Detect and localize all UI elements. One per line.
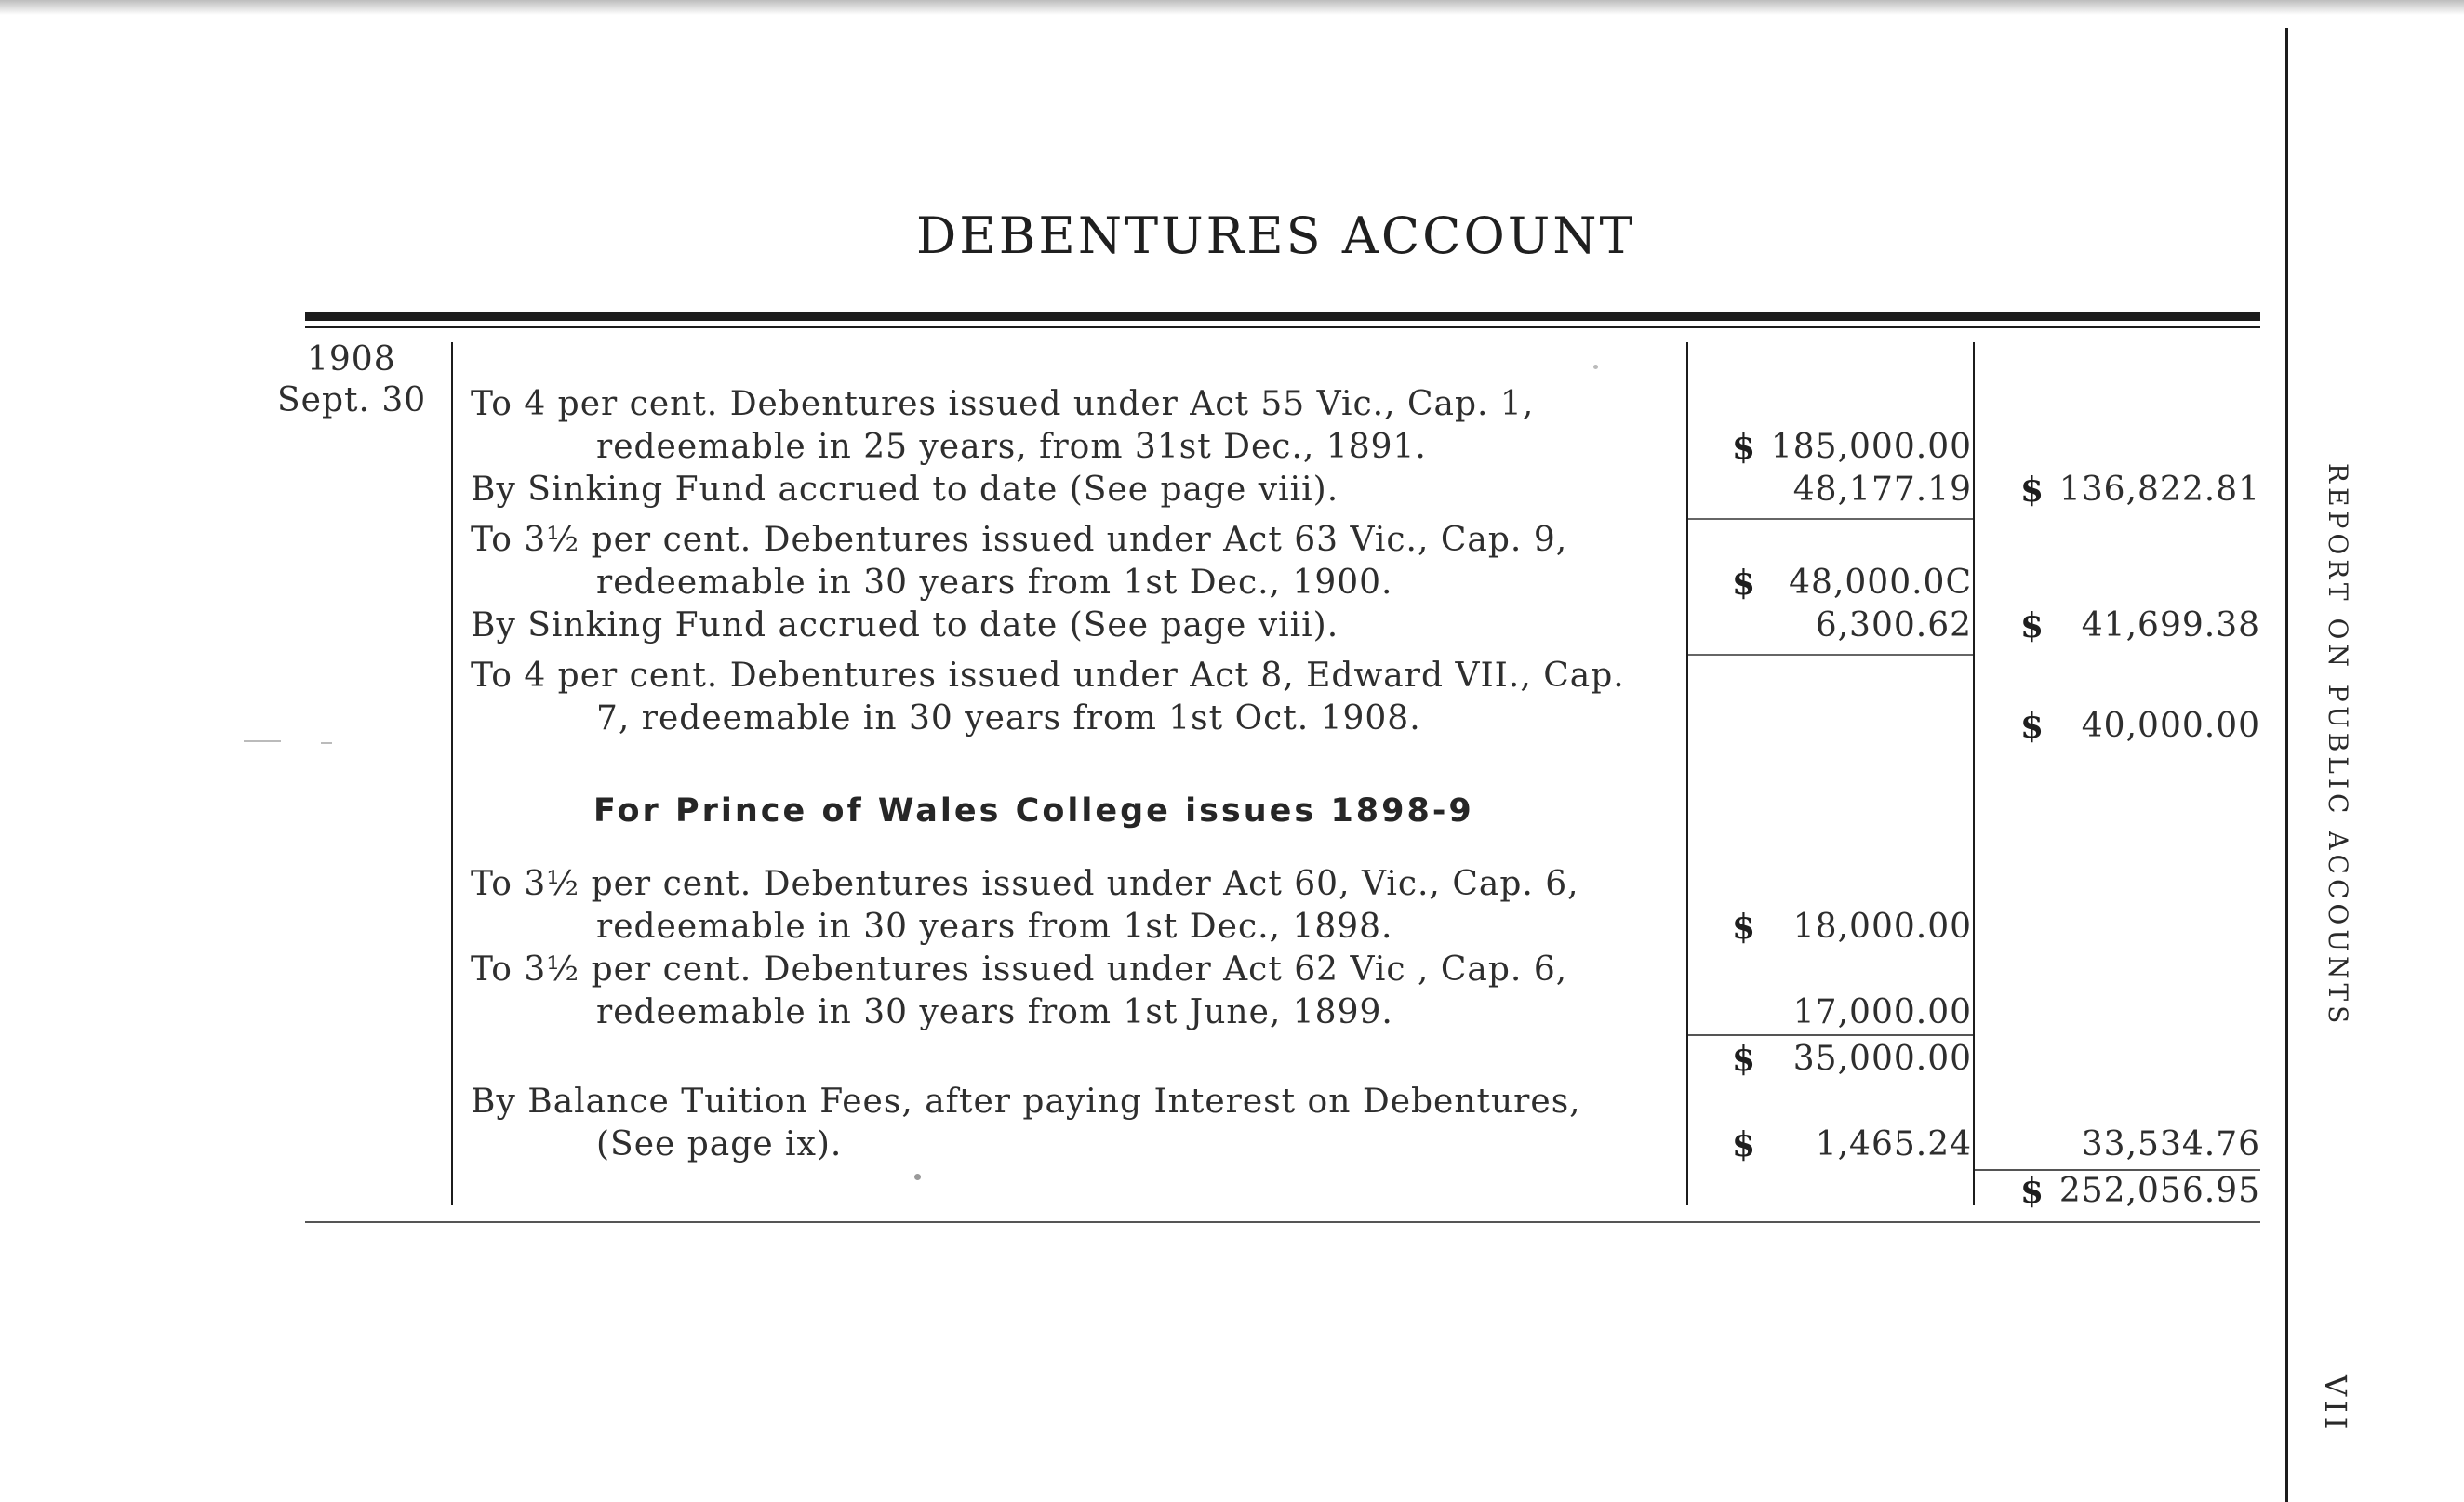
entry-5-line-2: 7, redeemable in 30 years from 1st Oct. 1908. [596, 699, 1421, 738]
margin-rule [2285, 28, 2288, 1502]
entry-2-net-dollar: $ [2020, 471, 2044, 510]
entry-4-net-dollar: $ [2020, 606, 2044, 645]
date-day: Sept. 30 [277, 381, 427, 419]
entry-4-line-1: By Sinking Fund accrued to date (See page viii). [471, 606, 1339, 645]
subtotal-dollar: $ [1732, 1040, 1756, 1079]
side-heading [2316, 463, 2353, 1029]
entry-3-line-1: To 3½ per cent. Debentures issued under Act 63 Vic., Cap. 9, [471, 521, 1568, 559]
date-column-rule [451, 342, 453, 1205]
date-year: 1908 [307, 340, 396, 379]
subtotal-amount: 35,000.00 [1792, 1040, 1972, 1078]
entry-5-line-1: To 4 per cent. Debentures issued under Act 8, Edward VII., Cap. [471, 657, 1625, 695]
entry-6-dollar: $ [1732, 908, 1756, 947]
page-title: DEBENTURES ACCOUNT [916, 206, 1636, 265]
entry-1-amount: 185,000.00 [1770, 428, 1972, 466]
page-number [2316, 1375, 2353, 1449]
print-mark [244, 740, 281, 742]
title-thin-rule [305, 326, 2260, 328]
net-column-rule [1973, 342, 1975, 1205]
entry-7-line-2: redeemable in 30 years from 1st June, 1899. [596, 993, 1393, 1031]
amount-column-rule [1686, 342, 1688, 1205]
entry-1-dollar: $ [1732, 428, 1756, 467]
amount-rule-1 [1688, 518, 1973, 520]
college-subheading: For Prince of Wales College issues 1898-9 [593, 792, 1474, 830]
total-rule [1975, 1169, 2260, 1171]
print-mark [321, 742, 332, 744]
subtotal-rule [1688, 1034, 1973, 1036]
entry-5-net: 40,000.00 [2081, 707, 2260, 745]
entry-7-line-1: To 3½ per cent. Debentures issued under Act 62 Vic , Cap. 6, [471, 950, 1568, 989]
entry-8-line-1: By Balance Tuition Fees, after paying Interest on Debentures, [471, 1083, 1581, 1121]
entry-8-line-2: (See page ix). [596, 1125, 843, 1163]
grand-total-dollar: $ [2020, 1172, 2044, 1211]
amount-rule-2 [1688, 654, 1973, 656]
entry-2-line-1: By Sinking Fund accrued to date (See page viii). [471, 471, 1339, 509]
grand-total: 252,056.95 [2058, 1172, 2260, 1210]
entry-4-net: 41,699.38 [2081, 606, 2260, 645]
entry-7-amount: 17,000.00 [1792, 993, 1972, 1031]
entry-2-net: 136,822.81 [2058, 471, 2260, 509]
entry-4-amount: 6,300.62 [1815, 606, 1972, 645]
entry-6-amount: 18,000.00 [1792, 908, 1972, 946]
side-heading-text: REPORT ON PUBLIC ACCOUNTS [2323, 463, 2353, 1029]
entry-3-line-2: redeemable in 30 years from 1st Dec., 1900. [596, 564, 1393, 602]
entry-1-line-2: redeemable in 25 years, from 31st Dec., 1891. [596, 428, 1427, 466]
entry-3-amount: 48,000.0C [1789, 564, 1972, 602]
entry-6-line-2: redeemable in 30 years from 1st Dec., 1898. [596, 908, 1393, 946]
entry-5-net-dollar: $ [2020, 707, 2044, 746]
title-heavy-rule [305, 312, 2260, 321]
entry-8-dollar: $ [1732, 1125, 1756, 1164]
entry-2-amount: 48,177.19 [1792, 471, 1972, 509]
entry-1-line-1: To 4 per cent. Debentures issued under Act 55 Vic., Cap. 1, [471, 385, 1535, 423]
entry-3-dollar: $ [1732, 564, 1756, 603]
entry-6-line-1: To 3½ per cent. Debentures issued under Act 60, Vic., Cap. 6, [471, 865, 1579, 903]
entry-8-net: 33,534.76 [2081, 1125, 2260, 1163]
bottom-rule [305, 1221, 2260, 1223]
print-speck [914, 1174, 921, 1180]
print-speck [1593, 365, 1598, 369]
page-number-text: VII [2318, 1375, 2353, 1434]
page-top-shadow [0, 0, 2464, 15]
entry-8-amount: 1,465.24 [1815, 1125, 1972, 1163]
